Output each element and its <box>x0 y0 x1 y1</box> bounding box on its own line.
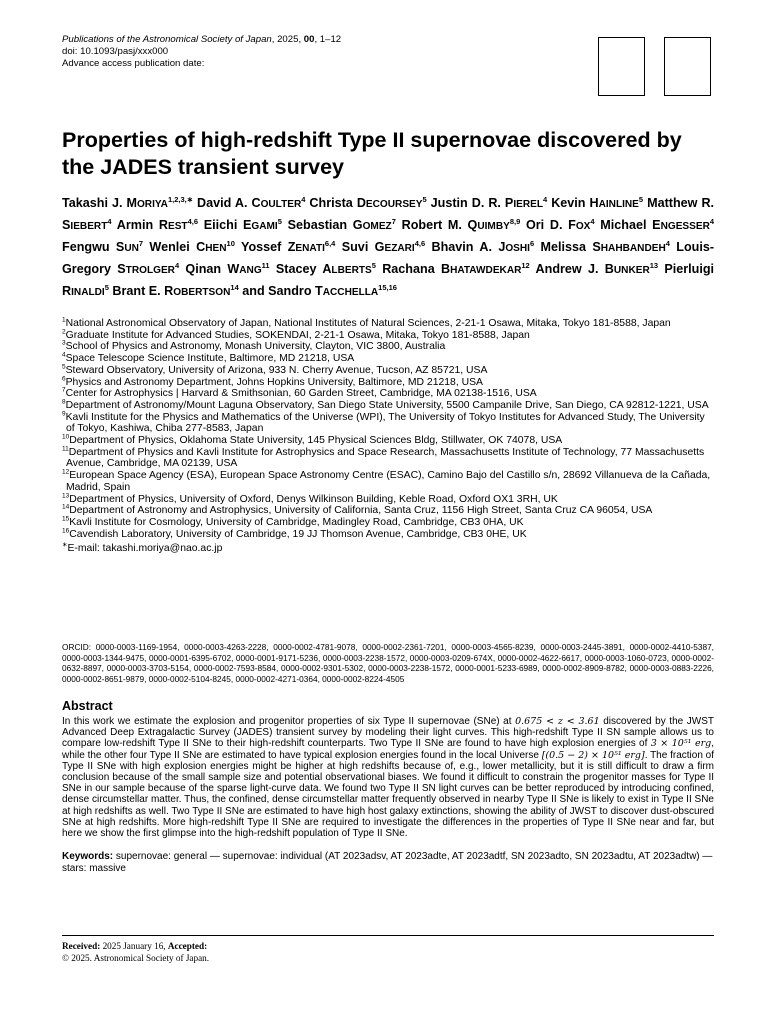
author: Melissa SHAHBANDEH$^4$ <box>540 238 670 254</box>
affiliation: $^{11}$Department of Physics and Kavli Institute for Astrophysics and Space Research, Massachusetts Institute of Technology, 77 Massachusetts Avenue, Cambridge, MA 02139, USA <box>62 445 705 470</box>
author: Suvi GEZARI$^{4,6}$ <box>341 238 426 254</box>
author: Matthew R. SIEBERT$^4$ <box>62 196 715 232</box>
footer <box>62 940 209 964</box>
affiliation: $^9$Kavli Institute for the Physics and Mathematics of the Universe (WPI), The University of Tokyo Institutes for Advanced Study, The University of Tokyo, Kashiwa, Chiba 277-8583, Japan <box>62 410 705 435</box>
typical-energy-range: [(0.5 − 2) × 10⁵¹ erg] <box>541 749 645 761</box>
affiliation: $^6$Physics and Astronomy Department, Johns Hopkins University, Baltimore, MD 21218, USA <box>62 375 483 388</box>
author-list: Takashi J. $MORIYA^{1,2,3,∗}$ David A. COULTER$^4$ Christa DECOURSEY$^5$ Justin D. R. PIEREL$^4$ Kevin HAINLINE$^5$ Matthew R. SIEBERT$^4$ Armin REST$^{4,6}$ Eiichi EGAMI$^5$ Sebastian GOMEZ$^7$ Robert M. QUIMBY$^{8,9}$ Ori D. FOX$^4$ Michael ENGESSER$^4$ Fengwu SUN$^7$ Wenlei CHEN$^{10}$ Yossef ZENATI$^{6,4}$ Suvi GEZARI$^{4,6}$ Bhavin A. JOSHI$^6$ Melissa SHAHBANDEH$^4$ Louis-Gregory STROLGER$^4$ Qinan WANG$^{11}$ Stacey ALBERTS$^5$ Rachana BHATAWDEKAR$^{12}$ Andrew J. BUNKER$^{13}$ Pierluigi RINALDI$^5$ Brant E. ROBERTSON$^{14}$ and Sandro TACCHELLA$^{15,16}$ <box>62 194 715 298</box>
author: David A. COULTER$^4$ <box>197 194 306 210</box>
affiliation: $^2$Graduate Institute for Advanced Studies, SOKENDAI, 2-21-1 Osawa, Mitaka, Tokyo 181-8588, Japan <box>62 328 530 341</box>
author: Takashi J. $MORIYA^{1,2,3,∗}$ <box>62 194 194 210</box>
affiliation: $^8$Department of Astronomy/Mount Laguna Observatory, San Diego State University, 5500 Campanile Drive, San Diego, CA 92812-1221, USA <box>62 398 709 411</box>
author: Pierluigi RINALDI$^5$ <box>62 262 715 298</box>
author: Brant E. ROBERTSON$^{14}$ <box>112 282 239 298</box>
logo-placeholder-right <box>664 37 711 96</box>
affiliation: $^7$Center for Astrophysics | Harvard & Smithsonian, 60 Garden Street, Cambridge, MA 02138-1516, USA <box>62 386 537 400</box>
dates-line: Received: 2025 January 16, Accepted: <box>62 941 208 951</box>
orcid-list: ORCID: 0000-0003-1169-1954, 0000-0003-4263-2228, 0000-0002-4781-9078, 0000-0002-2361-7201, 0000-0003-4565-8239, 0000-0003-2445-3891, 0000-0002-4410-5387, 0000-0003-1344-9475, 0000-0001-6395-6702, 0000-0001-9171-5236, 0000-0003-2238-1572, 0000-0003-0209-674X, 0000-0002-4622-6617, 0000-0003-1060-0723, 0000-0002-0632-8897, 0000-0003-3703-5154, 0000-0002-7593-8584, 0000-0002-9301-5302, 0000-0003-2238-1572, 0000-0001-5233-6989, 0000-0002-8909-8782, 0000-0003-0883-2226, 0000-0002-8651-9879, 0000-0002-5104-8245, 0000-0002-4271-0364, 0000-0002-8224-4505 <box>62 642 714 684</box>
affiliation: $^{15}$Kavli Institute for Cosmology, University of Cambridge, Madingley Road, Cambridge, CB3 0HA, UK <box>62 515 524 528</box>
keywords: Keywords: supernovae: general — supernovae: individual (AT 2023adsv, AT 2023adte, AT 2023adtf, SN 2023adto, SN 2023adtu, AT 2023adtw) — stars: massive <box>62 851 713 874</box>
advance-access: Advance access publication date: <box>62 58 205 69</box>
author: Stacey ALBERTS$^5$ <box>275 260 376 276</box>
volume: 00 <box>303 34 315 45</box>
copyright: © 2025. Astronomical Society of Japan. <box>62 953 210 963</box>
author: Sandro TACCHELLA$^{15,16}$ <box>268 282 397 298</box>
author: Robert M. QUIMBY$^{8,9}$ <box>401 216 521 232</box>
affiliation: $^5$Steward Observatory, University of Arizona, 933 N. Cherry Avenue, Tucson, AZ 85721, USA <box>62 363 488 376</box>
author: Rachana BHATAWDEKAR$^{12}$ <box>382 260 530 276</box>
high-energy-value: 3 × 10⁵¹ erg <box>650 738 712 750</box>
affiliation: $^{10}$Department of Physics, Oklahoma State University, 145 Physical Sciences Bldg, Stillwater, OK 74078, USA <box>62 433 563 447</box>
author: Armin REST$^{4,6}$ <box>116 216 199 232</box>
journal-header <box>62 34 341 70</box>
keywords-label: Keywords: <box>62 851 114 862</box>
author: Sebastian GOMEZ$^7$ <box>287 216 396 232</box>
affiliation: $^{16}$Cavendish Laboratory, University of Cambridge, 19 JJ Thomson Avenue, Cambridge, CB3 0HE, UK <box>62 527 527 540</box>
author: Louis-Gregory STROLGER$^4$ <box>62 240 715 276</box>
author: Andrew J. BUNKER$^{13}$ <box>535 260 659 276</box>
doi[interactable]: doi: 10.1093/pasj/xxx000 <box>62 46 169 57</box>
redshift-range: 0.675 < z < 3.61 <box>515 716 600 727</box>
author: Christa DECOURSEY$^5$ <box>309 194 427 210</box>
affiliation-list <box>62 318 714 555</box>
journal-name: Publications of the Astronomical Society of Japan <box>62 34 272 45</box>
author: Qinan WANG$^{11}$ <box>185 260 270 276</box>
logo-placeholder-left <box>598 37 645 96</box>
author: Michael ENGESSER$^4$ <box>600 216 715 232</box>
author: Yossef ZENATI$^{6,4}$ <box>241 238 336 254</box>
author: Justin D. R. PIEREL$^4$ <box>430 194 548 210</box>
affiliation: $^{14}$Department of Astronomy and Astrophysics, University of California, Santa Cruz, 1156 High Street, Santa Cruz CA 96054, USA <box>62 503 653 517</box>
abstract-heading: Abstract <box>62 699 113 713</box>
author: Ori D. FOX$^4$ <box>525 216 595 232</box>
affiliation: $^4$Space Telescope Science Institute, Baltimore, MD 21218, USA <box>62 351 355 365</box>
affiliation: $^{12}$European Space Agency (ESA), European Space Astronomy Centre (ESAC), Camino Bajo del Castillo s/n, 28692 Villanueva de la Cañada, Madrid, Spain <box>62 468 711 493</box>
affiliation: $^3$School of Physics and Astronomy, Monash University, Clayton, VIC 3800, Australia <box>62 339 446 353</box>
corresponding-email[interactable]: ∗E-mail: takashi.moriya@nao.ac.jp <box>62 541 223 555</box>
paper-title: Properties of high-redshift Type II supernovae discovered by the JADES transient survey <box>62 128 682 179</box>
citation-line: Publications of the Astronomical Society of Japan, 2025, 00, 1–12 <box>62 34 342 45</box>
footer-divider <box>62 935 714 936</box>
author: Bhavin A. JOSHI$^6$ <box>431 238 535 254</box>
abstract-text: In this work we estimate the explosion and progenitor properties of six Type II supernovae (SNe) at 0.675 < z < 3.61 discovered by the JWST Advanced Deep Extragalactic Survey (JADES) transient survey by modeling their light curves. This high-redshift Type II SN sample allows us to compare low-redshift Type II SNe to their high-redshift counterparts. Two Type II SNe are found to have high explosion energies of 3 × 10⁵¹ erg, while the other four Type II SNe are estimated to have typical explosion energies found in the local Universe [(0.5 − 2) × 10⁵¹ erg]. The fraction of Type II SNe with high explosion energies might be higher at high redshifts because of, e.g., lower metallicity, but it is still difficult to draw a firm conclusion because of the small sample size and potential observational biases. We found it difficult to constrain the progenitor masses for Type II SNe in our sample because of the sparse light-curve data. We found two Type II SN light curves can be better reproduced by introducing confined, dense circumstellar matter. Thus, the confined, dense circumstellar matter frequently observed in nearby Type II SNe is likely to exist in Type II SNe at high redshifts as well. Two Type II SNe are estimated to have high host galaxy extinctions, showing the ability of JWST to discover dust-obscured SNe at high redshifts. More high-redshift Type II SNe are required to investigate the differences in the properties of Type II SNe near and far, but here we show the first glimpse into the high-redshift population of Type II SNe. <box>62 716 715 840</box>
author: Eiichi EGAMI$^5$ <box>203 216 282 232</box>
affiliation: $^1$National Astronomical Observatory of Japan, National Institutes of Natural Sciences, 2-21-1 Osawa, Mitaka, Tokyo 181-8588, Japan <box>62 316 671 329</box>
author: Kevin HAINLINE$^5$ <box>551 194 644 210</box>
affiliation: $^{13}$Department of Physics, University of Oxford, Denys Wilkinson Building, Keble Road, Oxford OX1 3RH, UK <box>62 492 558 505</box>
author: Wenlei CHEN$^{10}$ <box>149 238 235 254</box>
author: Fengwu SUN$^7$ <box>62 238 144 254</box>
